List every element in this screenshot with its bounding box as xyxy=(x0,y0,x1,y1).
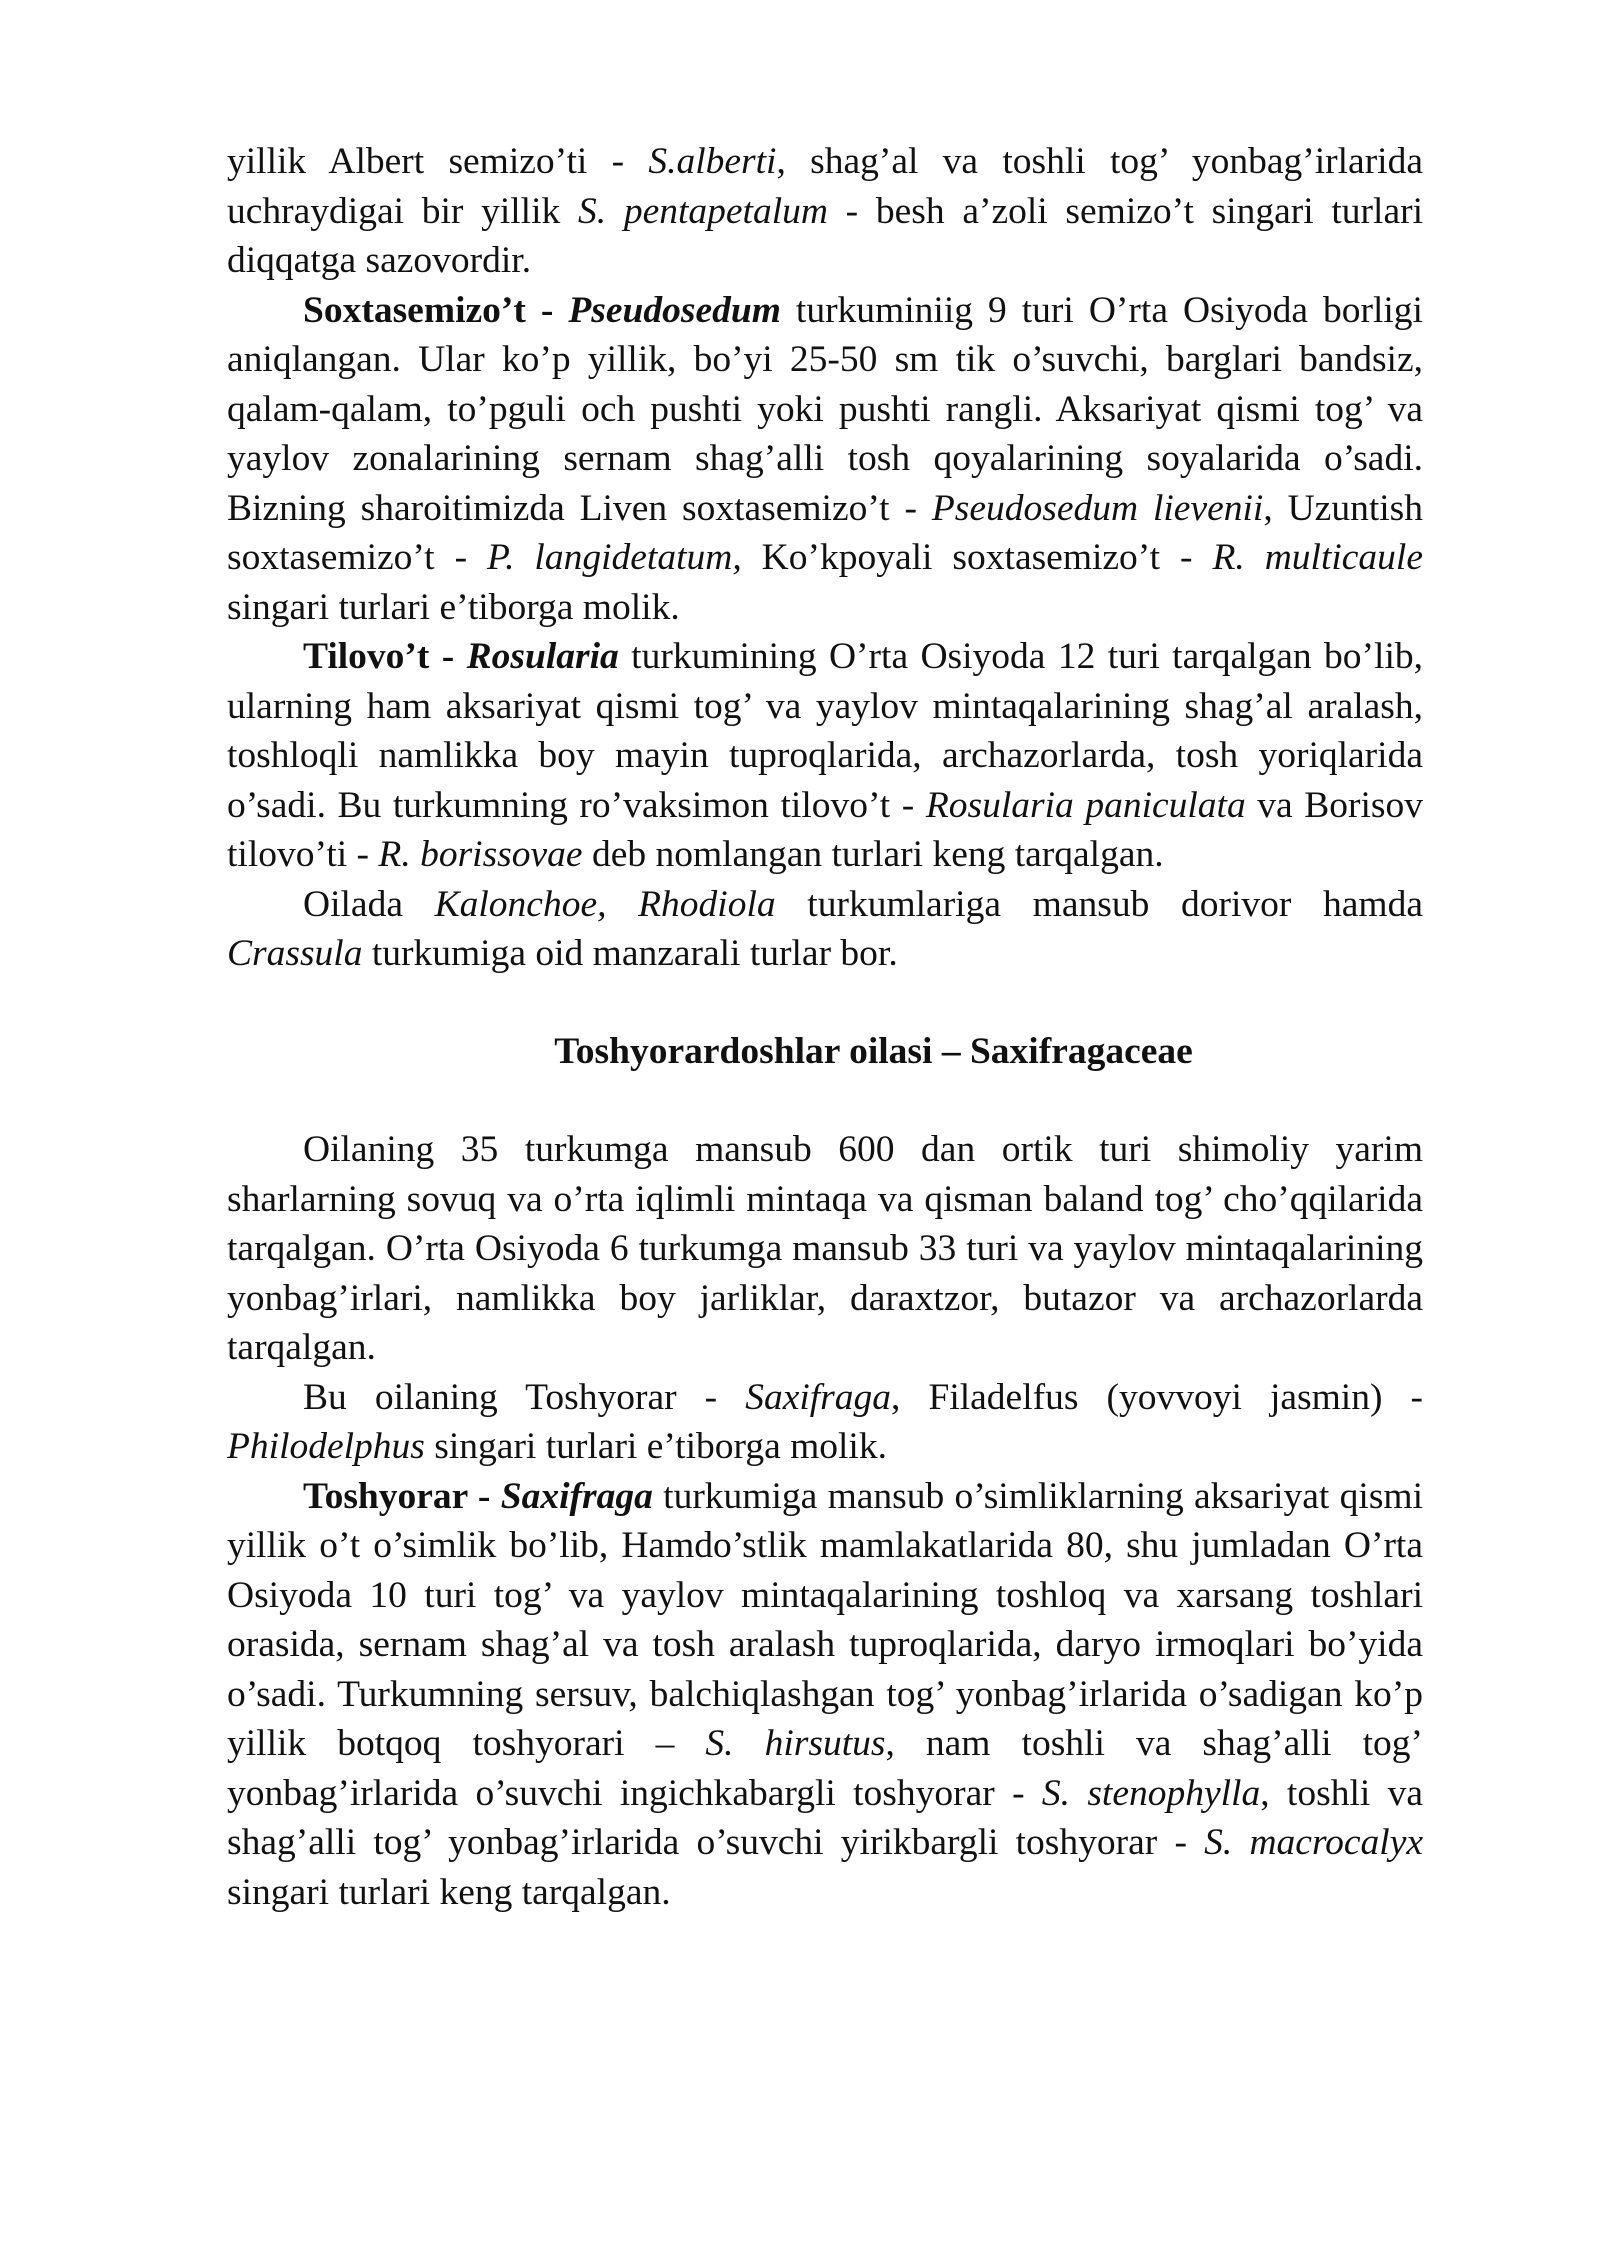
text-run: turkumiga mansub o’simliklarning aksariyat qismi yillik o’t o’simlik bo’lib, Hamdo’stlik mamlakatlarida 80, shu jumladan O’rta Osiyoda 10 turi tog’ va yaylov mintaqalarining toshloq va xarsang toshlari orasida, sernam shag’al va tosh aralash tuproqlarida, daryo irmoqlari bo’yida o’sadi. Turkumning sersuv, balchiqlashgan tog’ yonbag’irlarida o’sadigan ko’p yillik botqoq toshyorari – xyxy=(227,1475,1424,1764)
genus-heading-bold: Toshyorar - xyxy=(303,1475,501,1517)
species-name-italic: S.alberti xyxy=(648,141,777,182)
genus-heading-bold: Soxtasemizo’t - xyxy=(303,289,569,331)
genus-name-italic: Saxifraga xyxy=(745,1376,892,1418)
text-run: Oilada xyxy=(303,883,435,925)
text-run: singari turlari e’tiborga molik. xyxy=(227,586,680,628)
text-run: , Filadelfus (yovvoyi jasmin) - xyxy=(891,1376,1423,1418)
genus-name-bold-italic: Saxifraga xyxy=(500,1475,653,1517)
text-run: turkuminiig 9 turi O’rta Osiyoda borligi aniqlangan. Ular ko’p yillik, bo’yi 25-50 sm tik o’suvchi, barglari bandsiz, qalam-qalam, to’pguli och pushti yoki pushti rangli. Aksariyat qismi tog’ va yaylov zonalarining sernam shag’alli tosh qoyalarining soyalarida o’sadi. Bizning sharoitimizda Liven soxtasemizo’t - xyxy=(227,289,1423,529)
text-run: , toshli va shag’alli tog’ yonbag’irlarida o’suvchi yirikbargli toshyorar - xyxy=(227,1772,1424,1863)
paragraph-rosularia xyxy=(227,632,1423,880)
species-name-italic: S. pentapetalum xyxy=(578,190,828,232)
paragraph-saxifraga xyxy=(227,1472,1423,1918)
genus-name-bold-italic: Pseudosedum xyxy=(568,289,781,331)
text-run: Bu oilaning Toshyorar - xyxy=(303,1376,746,1418)
species-name-italic: S. macrocalyx xyxy=(1204,1822,1423,1863)
section-heading: Toshyorardoshlar oilasi – Saxifragaceae xyxy=(554,1030,1193,1072)
text-run: va Borisov tilovo’ti - xyxy=(227,784,1423,875)
paragraph-oilada xyxy=(227,880,1423,979)
species-name-italic: P. langidetatum, xyxy=(487,537,742,578)
species-name-italic: R. multicaule xyxy=(1212,537,1423,578)
paragraph-pseudosedum xyxy=(227,286,1423,633)
text-run: - besh a’zoli semizo’t singari turlari diqqatga sazovordir. xyxy=(227,190,1423,281)
genus-name-bold-italic: Rosularia xyxy=(466,636,619,677)
paragraph-semizot-continuation xyxy=(227,137,1423,286)
text-run: , nam toshli va shag’alli tog’ yonbag’irlarida o’suvchi ingichkabargli toshyorar - xyxy=(227,1723,1423,1814)
species-name-italic: Rosularia paniculata xyxy=(925,784,1246,826)
paragraph-family-overview xyxy=(227,1125,1423,1373)
text-run: Oilaning 35 turkumga mansub 600 dan ortik turi shimoliy yarim sharlarning sovuq va o’rta iqlimli mintaqa va qisman baland tog’ cho’qqilarida tarqalgan. O’rta Osiyoda 6 turkumga mansub 33 turi va yaylov mintaqalarining yonbag’irlari, namlikka boy jarliklar, daraxtzor, butazor va archazorlarda tarqalgan. xyxy=(227,1129,1423,1368)
species-name-italic: S. hirsutus xyxy=(705,1723,886,1764)
genus-name-italic: Kalonchoe, Rhodiola xyxy=(434,883,776,925)
text-run: yillik Albert semizo’ti - xyxy=(227,141,649,182)
text-run: singari turlari keng tarqalgan. xyxy=(227,1871,671,1913)
text-run: turkumlariga mansub dorivor hamda xyxy=(775,883,1423,925)
text-run: , Uzuntish soxtasemizo’t - xyxy=(227,487,1423,578)
text-run: turkumiga oid manzarali turlar bor. xyxy=(362,933,898,974)
species-name-italic: R. borissovae xyxy=(378,834,583,875)
genus-name-italic: Crassula xyxy=(227,933,363,974)
text-run: turkumining O’rta Osiyoda 12 turi tarqalgan bo’lib, ularning ham aksariyat qismi tog’ va yaylov mintaqalarining shag’al aralash, toshloqli namlikka boy mayin tuproqlarida, archazorlarda, tosh yoriqlarida o’sadi. Bu turkumning ro’vaksimon tilovo’t - xyxy=(227,636,1423,826)
species-name-italic: Pseudosedum lievenii xyxy=(931,487,1264,529)
text-run: singari turlari e’tiborga molik. xyxy=(424,1426,887,1467)
genus-heading-bold: Tilovo’t - xyxy=(303,636,467,677)
text-run: Ko’kpoyali soxtasemizo’t - xyxy=(741,537,1213,578)
paragraph-family-genera xyxy=(227,1373,1423,1472)
text-run: , shag’al va toshli tog’ yonbag’irlarida uchraydigai bir yillik xyxy=(227,141,1423,232)
species-name-italic: S. stenophylla xyxy=(1041,1772,1261,1814)
genus-name-italic: Philodelphus xyxy=(227,1426,425,1467)
text-run: deb nomlangan turlari keng tarqalgan. xyxy=(582,834,1164,875)
